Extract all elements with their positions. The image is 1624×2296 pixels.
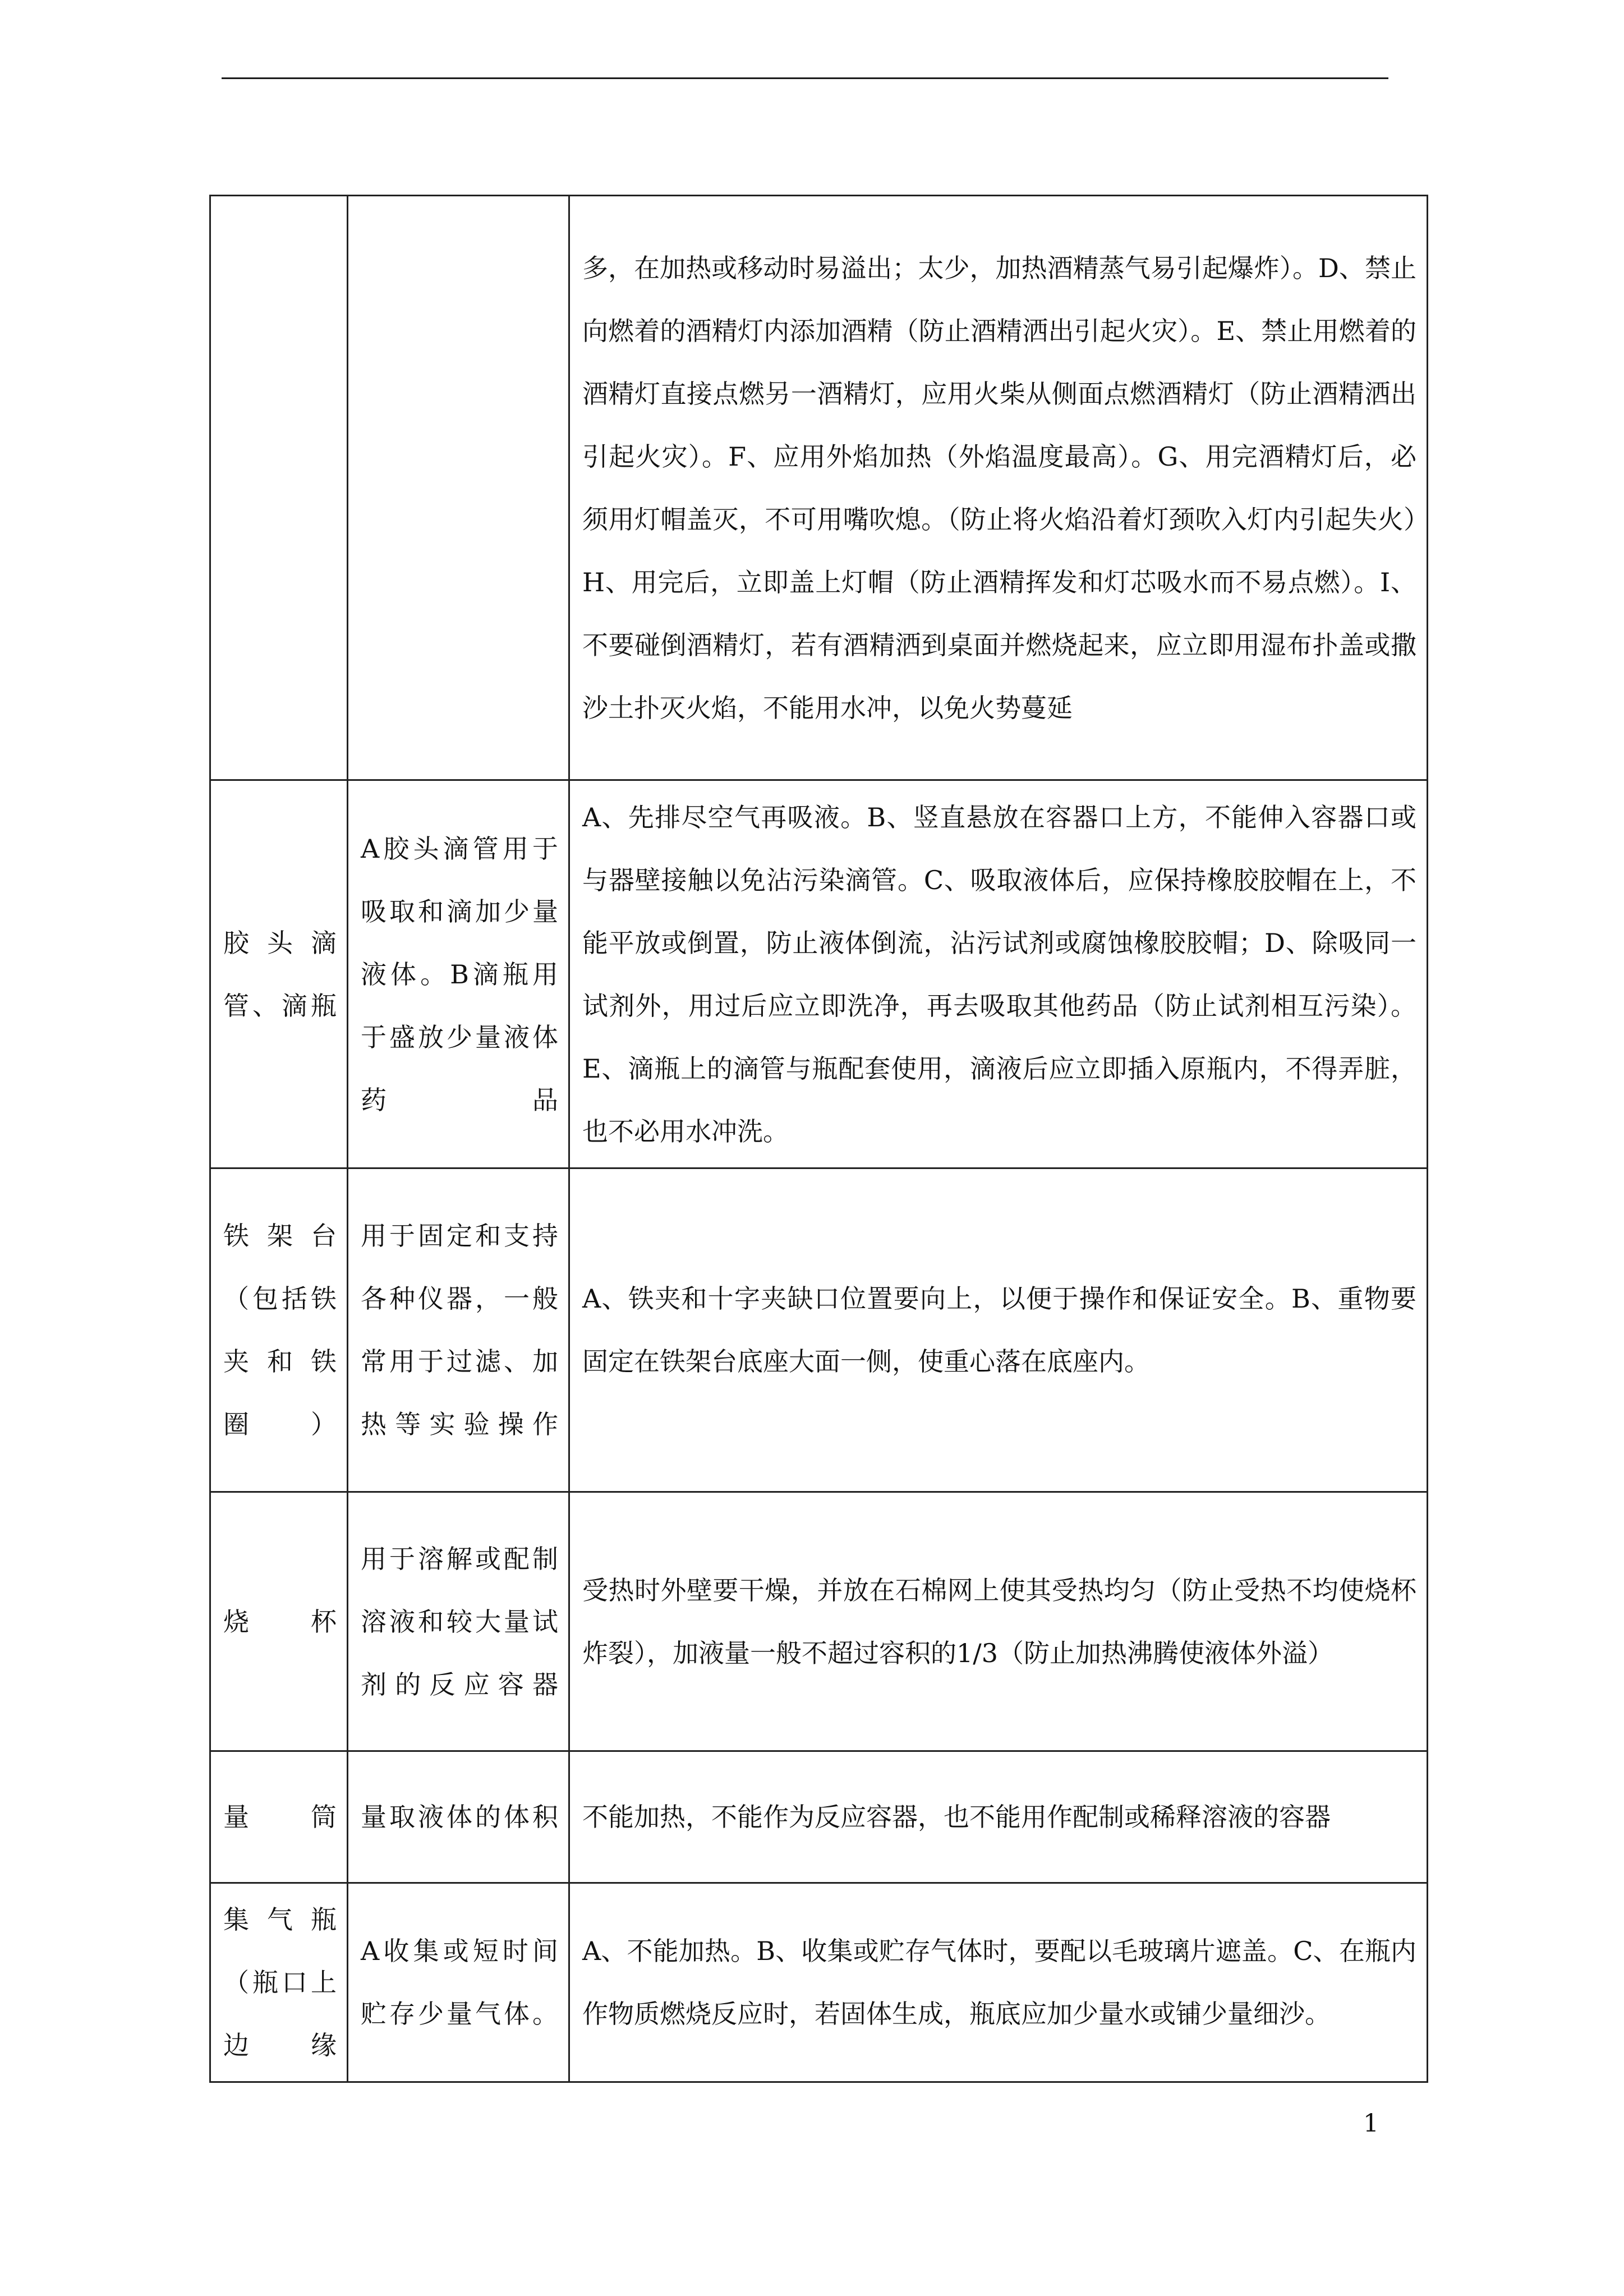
table-row — [210, 1751, 1428, 1883]
instrument-table — [209, 195, 1428, 2083]
usage-cell — [348, 1492, 569, 1751]
instrument-name: 胶头滴管、滴瓶 — [223, 927, 337, 1021]
instrument-name: 烧杯 — [223, 1606, 337, 1637]
instrument-name: 集气瓶（瓶口上边缘 — [223, 1904, 337, 2060]
table-row — [210, 780, 1428, 1168]
notes-cell — [569, 1883, 1428, 2082]
usage-cell — [348, 1883, 569, 2082]
notes-cell — [569, 1751, 1428, 1883]
table-row — [210, 1492, 1428, 1751]
notes-text: 多，在加热或移动时易溢出；太少，加热酒精蒸气易引起爆炸）。D、禁止向燃着的酒精灯内添加酒精（防止酒精洒出引起火灾）。E、禁止用燃着的酒精灯直接点燃另一酒精灯，应用火柴从侧面点燃酒精灯（防止酒精洒出引起火灾）。F、应用外焰加热（外焰温度最高）。G、用完酒精灯后，必须用灯帽盖灭，不可用嘴吹熄。（防止将火焰沿着灯颈吹入灯内引起失火）H、用完后，立即盖上灯帽（防止酒精挥发和灯芯吸水而不易点燃）。I、不要碰倒酒精灯，若有酒精洒到桌面并燃烧起来，应立即用湿布扑盖或撒沙土扑灭火焰，不能用水冲，以免火势蔓延 — [582, 252, 1416, 723]
notes-text: 受热时外壁要干燥，并放在石棉网上使其受热均匀（防止受热不均使烧杯炸裂），加液量一般不超过容积的1/3（防止加热沸腾使液体外溢） — [582, 1575, 1416, 1668]
notes-text: A、先排尽空气再吸液。B、竖直悬放在容器口上方，不能伸入容器口或与器壁接触以免沾污染滴管。C、吸取液体后，应保持橡胶胶帽在上，不能平放或倒置，防止液体倒流，沾污试剂或腐蚀橡胶胶帽；D、除吸同一试剂外，用过后应立即洗净，再去吸取其他药品（防止试剂相互污染）。E、滴瓶上的滴管与瓶配套使用，滴液后应立即插入原瓶内，不得弄脏，也不必用水冲洗。 — [582, 802, 1416, 1147]
usage-cell — [348, 1168, 569, 1492]
usage-text: 量取液体的体积 — [361, 1802, 558, 1832]
table-row — [210, 1883, 1428, 2082]
instrument-name-cell — [210, 780, 348, 1168]
instrument-name: 铁架台（包括铁夹和铁圈） — [223, 1221, 337, 1439]
instrument-name-cell — [210, 1751, 348, 1883]
usage-text: 用于溶解或配制溶液和较大量试剂的反应容器 — [361, 1543, 558, 1700]
instrument-name-cell — [210, 1168, 348, 1492]
notes-cell — [569, 1492, 1428, 1751]
usage-text: A收集或短时间贮存少量气体。 — [361, 1936, 558, 2029]
notes-cell — [569, 780, 1428, 1168]
page-number: 1 — [1363, 2109, 1379, 2138]
instrument-name-cell — [210, 196, 348, 780]
usage-cell — [348, 1751, 569, 1883]
notes-text: A、不能加热。B、收集或贮存气体时，要配以毛玻璃片遮盖。C、在瓶内作物质燃烧反应时，若固体生成，瓶底应加少量水或铺少量细沙。 — [582, 1936, 1416, 2029]
table-row — [210, 1168, 1428, 1492]
instrument-name-cell — [210, 1492, 348, 1751]
table-row — [210, 196, 1428, 780]
notes-text: 不能加热，不能作为反应容器，也不能用作配制或稀释溶液的容器 — [582, 1802, 1331, 1832]
header-rule — [222, 77, 1388, 79]
notes-text: A、铁夹和十字夹缺口位置要向上，以便于操作和保证安全。B、重物要固定在铁架台底座大面一侧，使重心落在底座内。 — [582, 1283, 1416, 1377]
notes-cell — [569, 1168, 1428, 1492]
instrument-name: 量筒 — [223, 1802, 337, 1832]
usage-cell — [348, 196, 569, 780]
instrument-name-cell — [210, 1883, 348, 2082]
notes-cell — [569, 196, 1428, 780]
usage-cell — [348, 780, 569, 1168]
usage-text: 用于固定和支持各种仪器，一般常用于过滤、加热等实验操作 — [361, 1221, 558, 1439]
usage-text: A胶头滴管用于吸取和滴加少量液体。B滴瓶用于盛放少量液体药品 — [361, 833, 558, 1115]
